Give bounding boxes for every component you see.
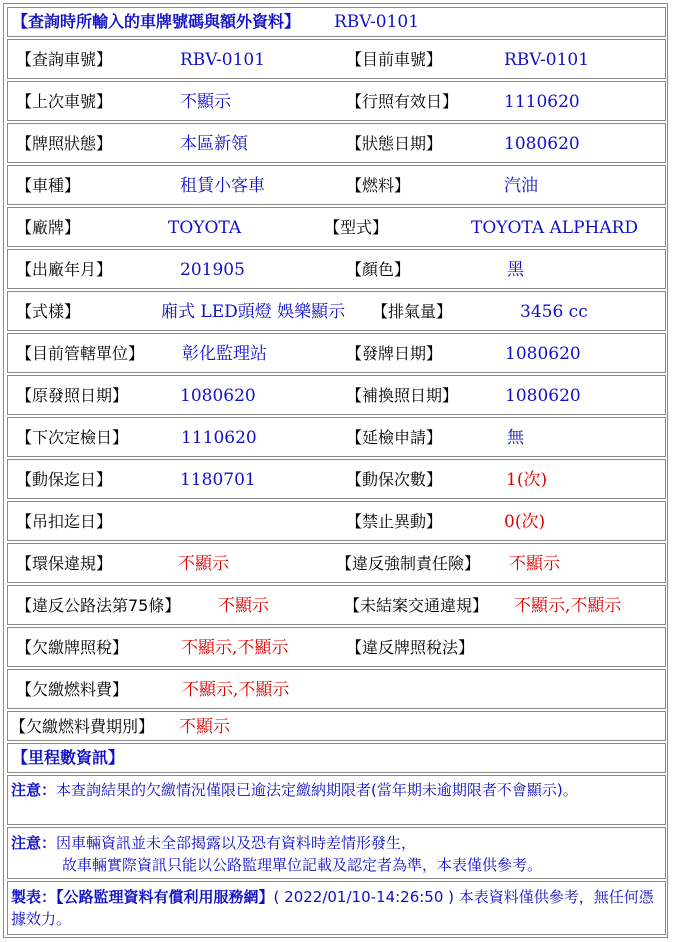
field-label: 【排氣量】 (372, 302, 453, 321)
field-label: 【目前車號】 (346, 50, 443, 69)
query-header-title: 【查詢時所輸入的車牌號碼與額外資料】 (12, 12, 301, 31)
field-label: 【上次車號】 (16, 92, 113, 111)
field-value: 租賃小客車 (180, 176, 265, 196)
table-row (7, 39, 666, 79)
field-value: 黑 (507, 260, 524, 280)
table-row (7, 627, 666, 667)
field-label: 【禁止異動】 (346, 512, 443, 531)
field-label: 【發牌日期】 (346, 344, 443, 363)
field-value: 不顯示 (509, 554, 560, 574)
note-row-3 (7, 881, 666, 935)
field-label: 【廠牌】 (16, 218, 81, 237)
note-1 (11, 779, 661, 801)
field-label: 【違反強制責任險】 (336, 554, 481, 573)
field-label: 【動保次數】 (346, 470, 443, 489)
field-value: 1080620 (505, 386, 581, 406)
note-3-text: ( 2022/01/10-14:26:50 ) 本表資料僅供參考，無任何憑據效力。 (11, 888, 654, 928)
field-value: 201905 (180, 260, 245, 280)
field-value: 不顯示 (218, 596, 269, 616)
field-label: 【行照有效日】 (346, 92, 459, 111)
field-label: 【延檢申請】 (346, 428, 443, 447)
note-1-label: 注意： (11, 781, 57, 799)
field-label: 【欠繳牌照稅】 (16, 638, 129, 657)
field-label: 【查詢車號】 (16, 50, 113, 69)
table-row (7, 585, 666, 625)
field-label: 【牌照狀態】 (16, 134, 113, 153)
table-row (7, 333, 666, 373)
note-row-2 (7, 827, 666, 879)
field-value: 廂式 LED頭燈 娛樂顯示 (161, 302, 346, 322)
field-label: 【環保違規】 (16, 554, 113, 573)
field-value: 1080620 (504, 134, 580, 154)
field-value: 不顯示,不顯示 (514, 596, 622, 616)
field-value: 1080620 (505, 344, 581, 364)
field-value: TOYOTA (168, 218, 242, 238)
field-label: 【目前管轄單位】 (16, 344, 145, 363)
field-label: 【違反牌照稅法】 (346, 638, 475, 657)
table-row (7, 165, 666, 205)
table-row (7, 123, 666, 163)
field-value: 0(次) (504, 512, 546, 532)
field-value: RBV-0101 (504, 50, 590, 70)
mileage-row (7, 743, 666, 773)
query-header-row (7, 7, 666, 37)
field-value: 無 (507, 428, 524, 448)
field-value: 彰化監理站 (182, 344, 267, 364)
field-label: 【出廠年月】 (16, 260, 113, 279)
table-row (7, 249, 666, 289)
note-row-1 (7, 775, 666, 825)
table-row (7, 417, 666, 457)
field-label: 【下次定檢日】 (16, 428, 129, 447)
field-label: 【型式】 (324, 218, 389, 237)
note-2-line2: 故車輛實際資訊只能以公路監理單位記載及認定者為準，本表僅供參考。 (62, 856, 543, 874)
field-label: 【違反公路法第75條】 (16, 596, 181, 615)
table-row (7, 207, 666, 247)
field-value: 汽油 (504, 176, 538, 196)
field-value: RBV-0101 (180, 50, 266, 70)
field-label: 【燃料】 (346, 176, 411, 195)
field-label: 【欠繳燃料費期別】 (10, 717, 155, 736)
note-2 (11, 832, 661, 876)
field-label: 【車種】 (16, 176, 81, 195)
field-label: 【補換照日期】 (346, 386, 459, 405)
note-2-label: 注意： (11, 834, 57, 852)
field-value: 1180701 (180, 470, 256, 490)
field-value: TOYOTA ALPHARD (471, 218, 639, 238)
field-label: 【動保迄日】 (16, 470, 113, 489)
field-label: 【狀態日期】 (346, 134, 443, 153)
field-value: 1(次) (506, 470, 548, 490)
mileage-label: 【里程數資訊】 (12, 748, 125, 767)
field-value: 本區新領 (180, 134, 248, 154)
field-value: 不顯示,不顯示 (182, 680, 290, 700)
table-row (7, 669, 666, 709)
table-row (7, 375, 666, 415)
field-value: 1080620 (180, 386, 256, 406)
field-value: 不顯示,不顯示 (181, 638, 289, 658)
table-row (7, 459, 666, 499)
table-row (7, 291, 666, 331)
field-label: 【吊扣迄日】 (16, 512, 113, 531)
field-value: 不顯示 (180, 92, 231, 112)
field-label: 【式樣】 (16, 302, 81, 321)
table-row (7, 543, 666, 583)
field-value: 3456 cc (520, 302, 588, 322)
field-label: 【未結案交通違規】 (344, 596, 489, 615)
field-value: 1110620 (181, 428, 257, 448)
table-row (7, 711, 666, 741)
note-2-line1: 因車輛資訊並未全部揭露以及恐有資料時差情形發生， (56, 834, 417, 852)
note-3-source: 【公路監理資料有償利用服務網】 (56, 888, 274, 906)
field-label: 【欠繳燃料費】 (16, 680, 129, 699)
query-header-plate: RBV-0101 (334, 12, 420, 32)
note-3 (11, 886, 661, 930)
field-label: 【顏色】 (346, 260, 411, 279)
field-value: 不顯示 (178, 554, 229, 574)
field-value: 1110620 (504, 92, 580, 112)
note-1-text: 本查詢結果的欠繳情況僅限已逾法定繳納期限者(當年期未逾期限者不會顯示)。 (56, 781, 578, 799)
table-row (7, 81, 666, 121)
note-3-label: 製表： (11, 888, 57, 906)
table-row (7, 501, 666, 541)
field-value: 不顯示 (179, 717, 230, 737)
field-label: 【原發照日期】 (16, 386, 129, 405)
